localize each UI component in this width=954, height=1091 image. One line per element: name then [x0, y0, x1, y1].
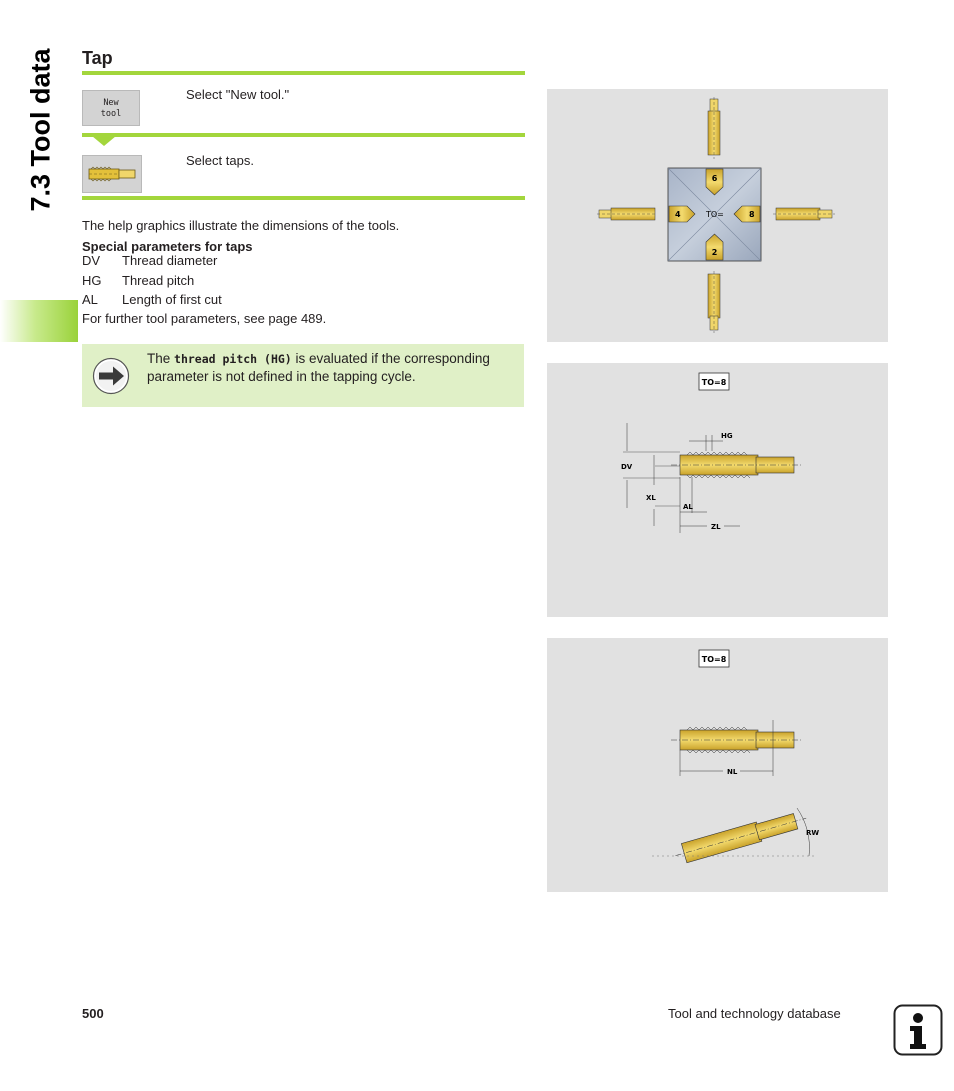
param-row-hg — [82, 273, 194, 288]
param-key: HG — [82, 273, 102, 288]
figure-orientation — [547, 89, 888, 342]
orient-label-top: 6 — [711, 174, 718, 183]
tap-top — [708, 97, 720, 159]
tap-icon — [83, 156, 141, 192]
al-label: AL — [683, 503, 693, 511]
tap-left — [597, 208, 657, 220]
softkey-label-line1: New — [103, 98, 119, 108]
info-icon[interactable] — [893, 1004, 943, 1056]
new-tool-softkey[interactable] — [82, 90, 140, 126]
param-row-al — [82, 292, 222, 307]
note-code: thread pitch (HG) — [174, 352, 292, 366]
to-label: TO=8 — [701, 378, 727, 387]
intro-text: The help graphics illustrate the dimensions of the tools. — [82, 218, 400, 233]
orientation-diagram — [547, 89, 888, 342]
param-label: Length of first cut — [122, 292, 222, 307]
param-key: AL — [82, 292, 98, 307]
param-label: Thread diameter — [122, 253, 218, 268]
arrow-right-icon — [92, 357, 130, 395]
angled-tap — [673, 809, 809, 866]
figure-dimensions — [547, 363, 888, 617]
param-label: Thread pitch — [122, 273, 195, 288]
step-2-text: Select taps. — [186, 153, 254, 168]
orient-label-right: 8 — [749, 210, 755, 219]
dv-label: DV — [621, 463, 633, 471]
page-number: 500 — [82, 1006, 104, 1021]
rule-top — [82, 71, 525, 75]
chapter-tab-marker — [0, 300, 78, 342]
note-text — [147, 350, 517, 385]
nl-rw-diagram — [547, 638, 888, 892]
to-label: TO=8 — [701, 655, 727, 664]
orient-label-center: TO= — [706, 210, 724, 219]
xl-label: XL — [646, 494, 656, 502]
orient-label-bottom: 2 — [711, 248, 718, 257]
nl-label: NL — [727, 768, 738, 776]
hg-label: HG — [721, 432, 733, 440]
chapter-name: Tool and technology database — [668, 1006, 841, 1021]
rule-mid — [82, 133, 525, 137]
section-title: Tap — [82, 48, 113, 68]
further-params-link[interactable]: For further tool parameters, see page 489. — [82, 311, 327, 326]
step-1-text: Select "New tool." — [186, 87, 290, 102]
chapter-side-title — [0, 0, 82, 300]
tap-softkey[interactable] — [82, 155, 142, 193]
dimension-diagram — [547, 363, 888, 617]
zl-label: ZL — [711, 523, 721, 531]
tap-bottom — [708, 271, 720, 333]
rule-bottom — [82, 196, 525, 200]
step-arrow-icon — [92, 136, 116, 146]
rw-label: RW — [806, 829, 820, 837]
note-box — [82, 344, 524, 407]
note-text-pre: The — [147, 351, 175, 366]
note-text-post: is evaluated if the corresponding parameter is not defined in the tapping cycle. — [147, 351, 490, 384]
figure-nl-rw — [547, 638, 888, 892]
param-key: DV — [82, 253, 101, 268]
param-row-dv — [82, 253, 217, 268]
tap-right — [773, 208, 835, 220]
orient-label-left: 4 — [675, 210, 681, 219]
params-heading: Special parameters for taps — [82, 239, 253, 254]
softkey-label-line2: tool — [100, 109, 122, 119]
chapter-title-text: 7.3 Tool data — [25, 48, 56, 212]
